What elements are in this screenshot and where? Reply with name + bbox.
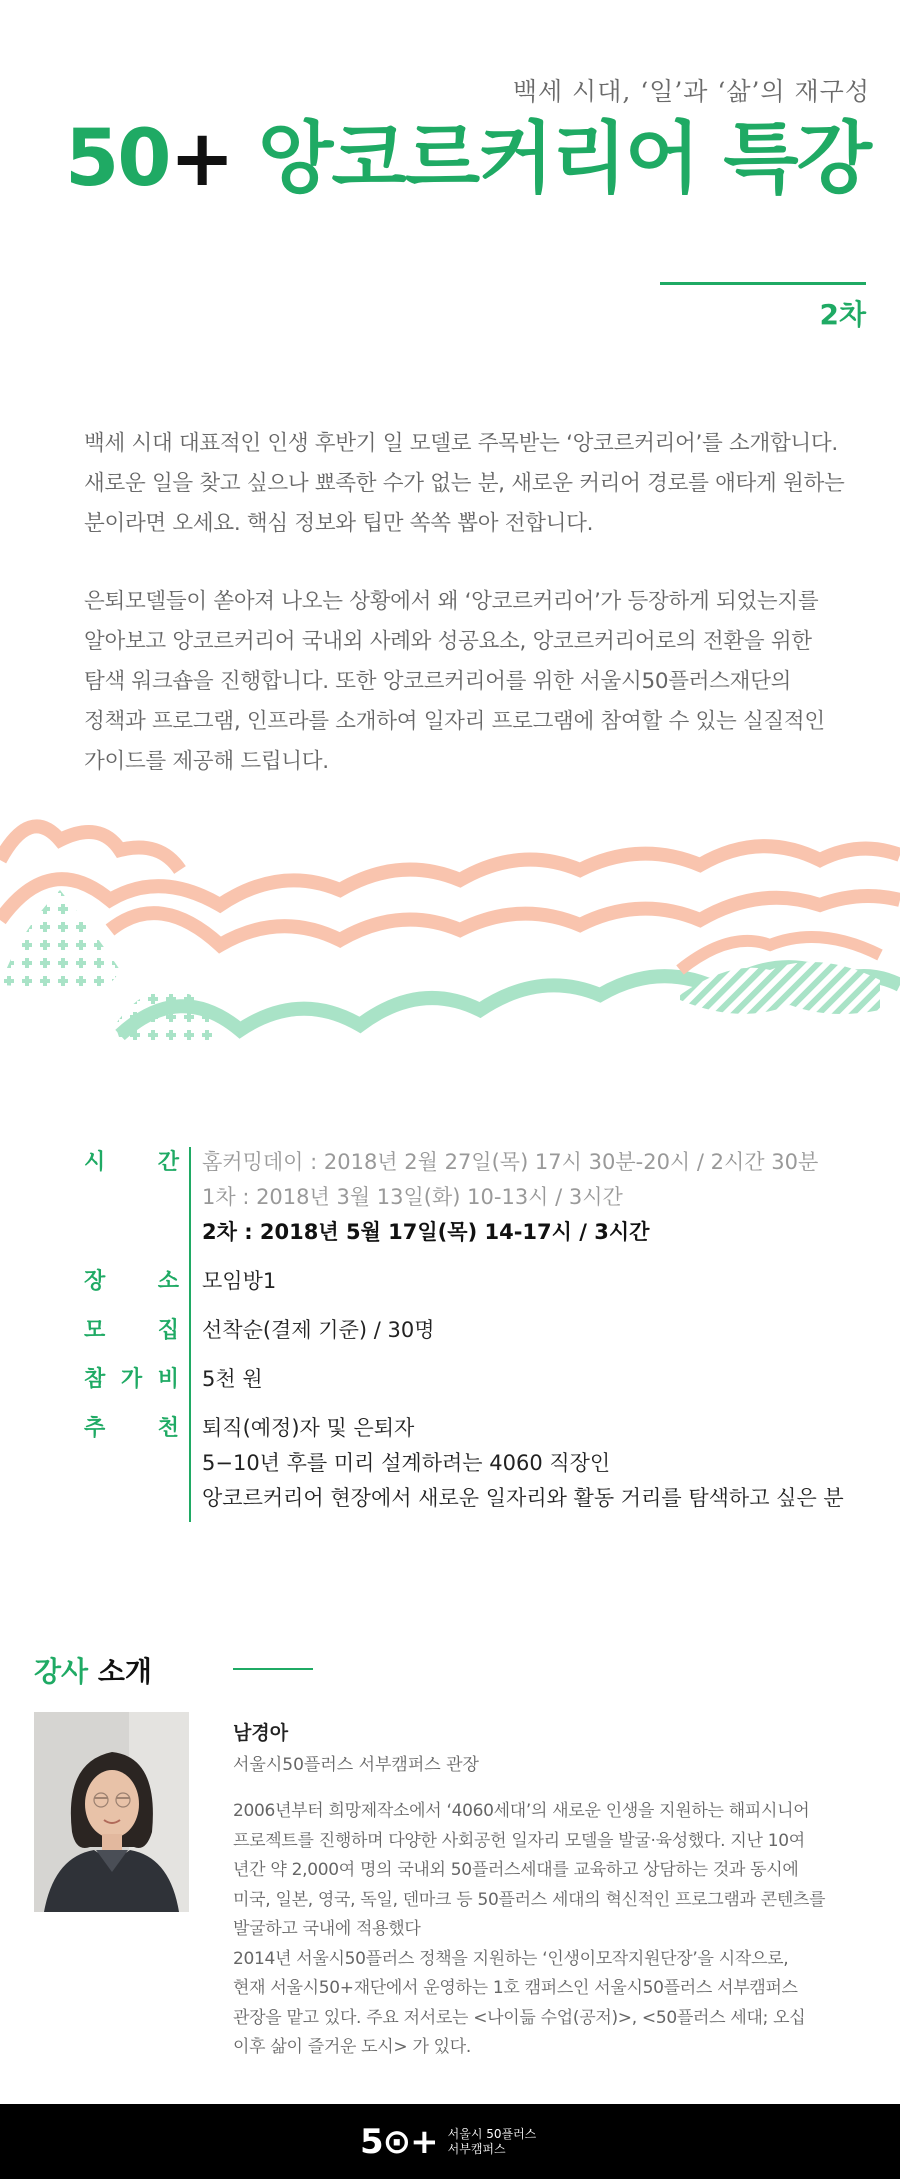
info-row-place <box>84 1264 884 1299</box>
wave-peach-top-left <box>0 826 180 870</box>
recommend-line-1: 퇴직(예정)자 및 은퇴자 <box>202 1416 415 1440</box>
speaker-role: 서울시50플러스 서부캠퍼스 관장 <box>233 1755 479 1775</box>
event-info <box>84 1145 884 1530</box>
info-row-recommend <box>84 1411 884 1516</box>
info-value-place: 모임방1 <box>202 1269 277 1293</box>
info-row-fee <box>84 1362 884 1397</box>
info-row-recruit <box>84 1313 884 1348</box>
round-label: 2차 <box>819 298 866 331</box>
time-homecoming: 홈커밍데이 : 2018년 2월 27일(목) 17시 30분-20시 / 2시간 30분 <box>202 1150 819 1174</box>
info-value-recruit: 선착순(결제 기준) / 30명 <box>202 1318 435 1342</box>
recommend-line-2: 5−10년 후를 미리 설계하려는 4060 직장인 <box>202 1451 611 1475</box>
time-second-session: 2차 : 2018년 5월 17일(목) 14-17시 / 3시간 <box>202 1220 650 1244</box>
tagline: 백세 시대, ‘일’과 ‘삶’의 재구성 <box>512 77 870 106</box>
wave-decoration <box>0 810 900 1070</box>
recommend-line-3: 앙코르커리어 현장에서 새로운 일자리와 활동 거리를 탐색하고 싶은 분 <box>202 1486 844 1510</box>
speaker-photo <box>34 1712 189 1912</box>
intro-paragraph-1: 백세 시대 대표적인 인생 후반기 일 모델로 주목받는 ‘앙코르커리어’를 소개합니다. 새로운 일을 찾고 싶으나 뾰족한 수가 없는 분, 새로운 커리어 경로를 애타게 원하는 분이라면 오세요. 핵심 정보와 팁만 쏙쏙 뽑아 전합니다. <box>84 431 845 536</box>
speaker-heading-line <box>233 1668 313 1670</box>
round-divider <box>660 282 866 285</box>
info-label-recommend: 추 천 <box>84 1416 179 1441</box>
footer-logo-mark: 5⊙+ <box>360 2122 438 2162</box>
intro-paragraph-2: 은퇴모델들이 쏟아져 나오는 상황에서 왜 ‘앙코르커리어’가 등장하게 되었는지를 알아보고 앙코르커리어 국내외 사례와 성공요소, 앙코르커리어로의 전환을 위한 탐색 워크숍을 진행합니다. 또한 앙코르커리어를 위한 서울시50플러스재단의 정책과 프로그램, 인프라를 소개하여 일자리 프로그램에 참여할 수 있는 실질적인 가이드를 제공해 드립니다. <box>84 589 825 774</box>
bio-line: 관장을 맡고 있다. 주요 저서로는 <나이듦 수업(공저)>, <50플러스 세대; 오십 <box>233 2007 806 2028</box>
bio-line: 프로젝트를 진행하며 다양한 사회공헌 일자리 모델을 발굴·육성했다. 지난 10여 <box>233 1830 805 1851</box>
bio-line: 미국, 일본, 영국, 독일, 덴마크 등 50플러스 세대의 혁신적인 프로그램과 콘텐츠를 <box>233 1889 826 1910</box>
footer-logo-text: 서울시 50플러스 서부캠퍼스 <box>447 2127 537 2156</box>
bio-line: 발굴하고 국내에 적용했다 <box>233 1919 421 1939</box>
info-label-place: 장 소 <box>84 1269 179 1294</box>
info-label-fee: 참 가 비 <box>84 1367 179 1392</box>
bio-line: 이후 삶이 즐거운 도시> 가 있다. <box>233 2037 472 2057</box>
speaker-heading: 강사 소개 <box>34 1655 152 1688</box>
info-value-fee: 5천 원 <box>202 1367 263 1391</box>
speaker-name: 남경아 <box>233 1722 289 1744</box>
bio-line: 2006년부터 희망제작소에서 ‘4060세대’의 새로운 인생을 지원하는 해피시니어 <box>233 1801 810 1821</box>
info-value-time <box>202 1145 884 1250</box>
title-plus: + <box>169 114 233 204</box>
info-row-time <box>84 1145 884 1250</box>
page-title <box>64 114 870 204</box>
title-text: 앙코르커리어 특강 <box>232 114 870 204</box>
bio-line: 2014년 서울시50플러스 정책을 지원하는 ‘인생이모작지원단장’을 시작으로, <box>233 1948 789 1969</box>
speaker-bio <box>233 1797 873 2063</box>
title-number: 50 <box>64 114 170 204</box>
footer-logo <box>360 2117 536 2167</box>
info-label-recruit: 모 집 <box>84 1318 179 1343</box>
time-first-session: 1차 : 2018년 3월 13일(화) 10-13시 / 3시간 <box>202 1185 623 1209</box>
bio-line: 년간 약 2,000여 명의 국내외 50플러스세대를 교육하고 상담하는 것과 동시에 <box>233 1860 799 1880</box>
bio-line: 현재 서울시50+재단에서 운영하는 1호 캠퍼스인 서울시50플러스 서부캠퍼스 <box>233 1978 798 1998</box>
wave-stripe-right <box>680 962 880 1014</box>
info-value-recommend <box>202 1411 884 1516</box>
info-label-time: 시 간 <box>84 1150 179 1175</box>
